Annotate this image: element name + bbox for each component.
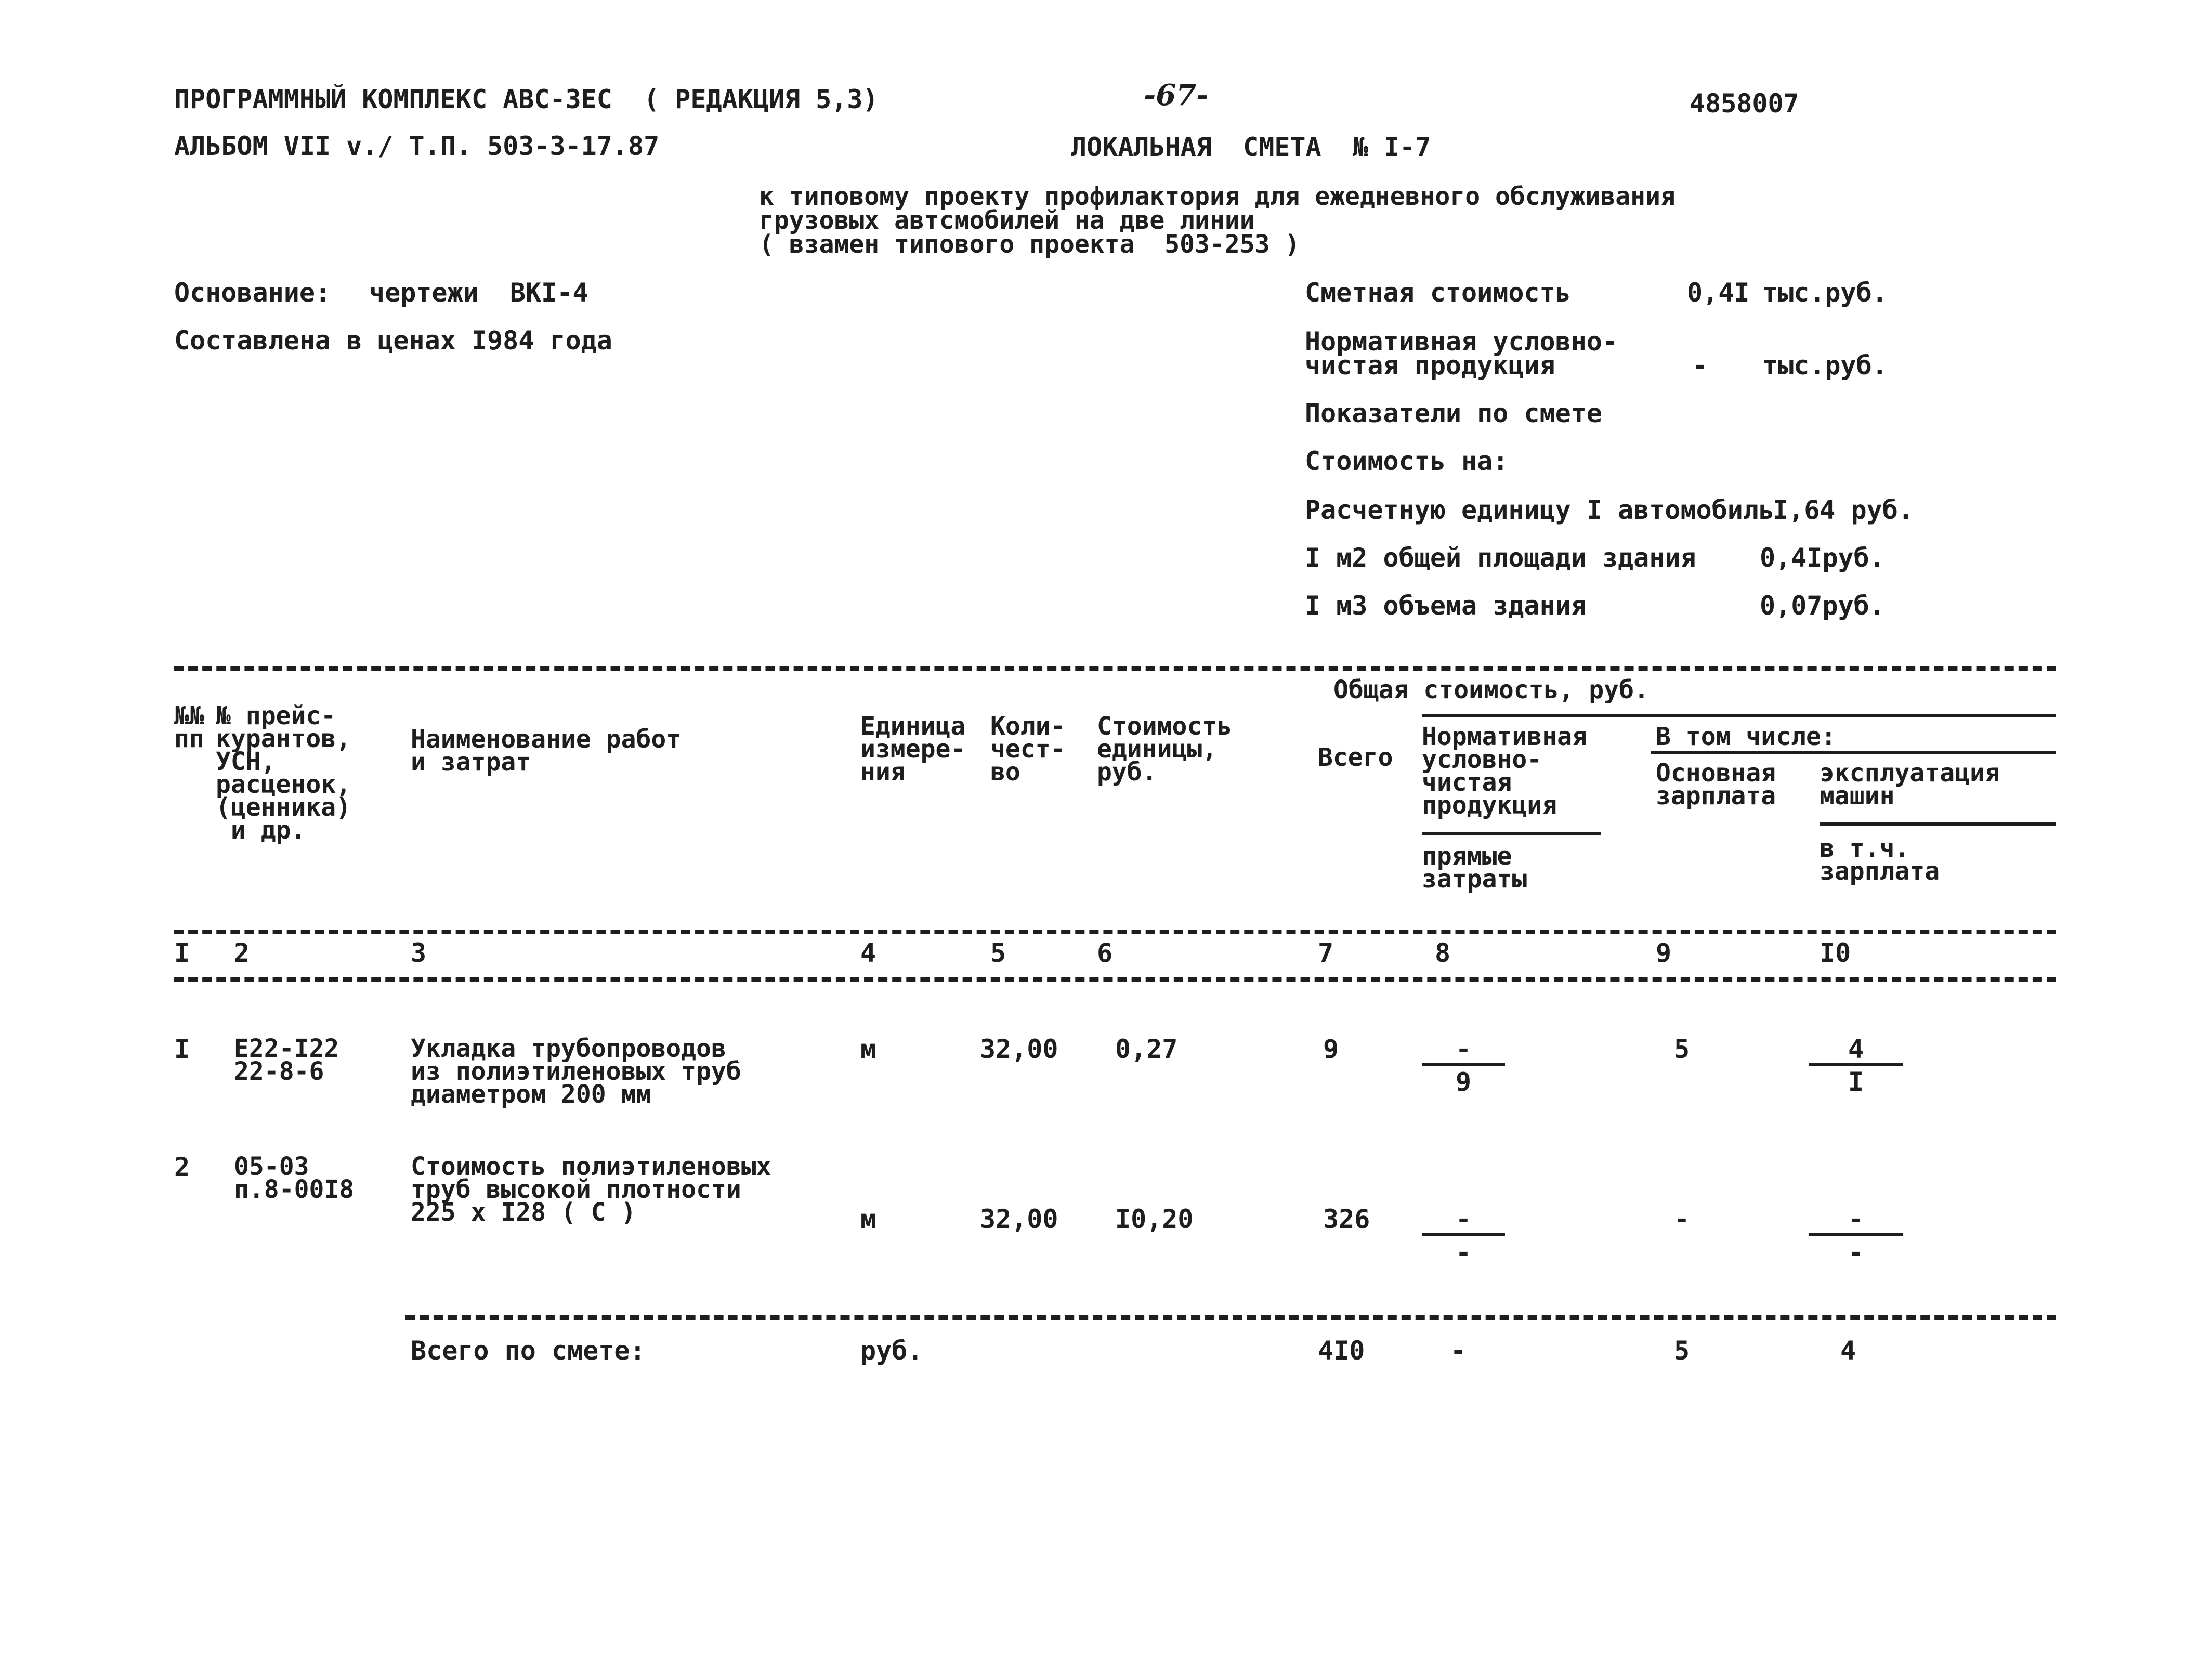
estimate-title: ЛОКАЛЬНАЯ СМЕТА № I-7 bbox=[1071, 132, 1431, 162]
row-price: I0,20 bbox=[1115, 1204, 1194, 1234]
col-norm-sub-header: прямые затраты bbox=[1422, 842, 1527, 894]
total-label: Всего по смете: bbox=[411, 1336, 646, 1366]
total-mach: 4 bbox=[1840, 1336, 1856, 1366]
row-name: Укладка трубопроводов из полиэтиленовых труб диаметром 200 мм bbox=[411, 1034, 741, 1109]
row-salary: - bbox=[1674, 1204, 1690, 1234]
col-num-header: №№ пп bbox=[174, 701, 204, 753]
total-unit: руб. bbox=[860, 1336, 923, 1366]
subtitle-line-2: грузовых автсмобилей на две линии bbox=[759, 206, 1255, 235]
col-total-header: Всего bbox=[1318, 743, 1393, 772]
col-number: 6 bbox=[1097, 938, 1113, 968]
mach-sub-rule bbox=[1820, 822, 2056, 826]
col-number: 8 bbox=[1435, 938, 1451, 968]
col-mach-sub-header: в т.ч. зарплата bbox=[1820, 834, 1940, 886]
col-number: 5 bbox=[990, 938, 1006, 968]
col-code-header: № прейс- курантов, УСН, расценок, (ценника) и др. bbox=[216, 701, 351, 845]
estimated-cost-label: Сметная стоимость bbox=[1305, 278, 1571, 308]
total-rule bbox=[405, 1315, 2056, 1320]
basis-value: чертежи ВКI-4 bbox=[369, 278, 588, 308]
row-total: 9 bbox=[1323, 1034, 1339, 1064]
col-number: 7 bbox=[1318, 938, 1334, 968]
row-price: 0,27 bbox=[1115, 1034, 1178, 1064]
row-norm-bottom: - bbox=[1455, 1237, 1472, 1267]
row-unit: м bbox=[860, 1204, 876, 1234]
col-unit-header: Единица измере- ния bbox=[860, 712, 966, 787]
document-number: 4858007 bbox=[1690, 88, 1799, 119]
row-num: I bbox=[174, 1034, 190, 1064]
col-number: 4 bbox=[860, 938, 876, 968]
col-price-header: Стоимость единицы, руб. bbox=[1097, 712, 1233, 787]
row-norm-top: - bbox=[1455, 1204, 1472, 1234]
normative-unit: тыс.руб. bbox=[1762, 350, 1888, 381]
numbers-bottom-rule bbox=[174, 977, 2056, 982]
row-norm-bottom: 9 bbox=[1455, 1067, 1472, 1097]
row-qty: 32,00 bbox=[980, 1204, 1058, 1234]
incl-rule bbox=[1651, 751, 2056, 754]
row-num: 2 bbox=[174, 1152, 190, 1182]
row-name: Стоимость полиэтиленовых труб высокой плотности 225 х I28 ( С ) bbox=[411, 1152, 771, 1227]
row-total: 326 bbox=[1323, 1204, 1370, 1234]
fraction-bar bbox=[1809, 1063, 1903, 1066]
row-mach-top: - bbox=[1848, 1204, 1864, 1234]
col-number: 2 bbox=[234, 938, 250, 968]
album-ref: АЛЬБОМ VII v./ Т.П. 503-3-17.87 bbox=[174, 131, 660, 161]
indicators-label: Показатели по смете bbox=[1305, 398, 1602, 428]
total-cost-header: Общая стоимость, руб. bbox=[1333, 675, 1649, 704]
per-unit-label: Расчетную единицу I автомобиль bbox=[1305, 495, 1775, 525]
price-base: Составлена в ценах I984 года bbox=[174, 325, 612, 356]
col-name-header: Наименование работ и затрат bbox=[411, 725, 682, 777]
per-m3-label: I м3 объема здания bbox=[1305, 591, 1587, 621]
norm-sub-rule bbox=[1422, 832, 1601, 835]
header-bottom-rule bbox=[174, 930, 2056, 934]
row-salary: 5 bbox=[1674, 1034, 1690, 1064]
col-norm-header: Нормативная условно- чистая продукция bbox=[1422, 722, 1587, 820]
per-unit-value: I,64 руб. bbox=[1773, 495, 1914, 525]
row-mach-bottom: - bbox=[1848, 1237, 1864, 1267]
page-number: -67- bbox=[1144, 78, 1209, 112]
estimated-cost-unit: тыс.руб. bbox=[1762, 278, 1888, 308]
basis-label: Основание: bbox=[174, 278, 331, 308]
normative-label-2: чистая продукция bbox=[1305, 350, 1555, 381]
program-name: ПРОГРАММНЫЙ КОМПЛЕКС АВС-3ЕС ( РЕДАКЦИЯ 5,3) bbox=[174, 84, 879, 114]
per-m2-value: 0,4Iруб. bbox=[1760, 543, 1885, 573]
col-salary-header: Основная зарплата bbox=[1656, 759, 1776, 811]
col-mach-header: эксплуатация машин bbox=[1820, 759, 2000, 811]
incl-header: В том числе: bbox=[1656, 722, 1836, 751]
col-number: 9 bbox=[1656, 938, 1672, 968]
row-qty: 32,00 bbox=[980, 1034, 1058, 1064]
total-cost-rule bbox=[1422, 714, 2056, 717]
subtitle-line-3: ( взамен типового проекта 503-253 ) bbox=[759, 230, 1300, 259]
normative-value: - bbox=[1692, 350, 1708, 381]
row-unit: м bbox=[860, 1034, 876, 1064]
normative-label-1: Нормативная условно- bbox=[1305, 326, 1618, 357]
row-mach-bottom: I bbox=[1848, 1067, 1864, 1097]
cost-for-label: Стоимость на: bbox=[1305, 446, 1509, 476]
row-norm-top: - bbox=[1455, 1034, 1472, 1064]
row-code: 05-03 п.8-00I8 bbox=[234, 1152, 355, 1204]
fraction-bar bbox=[1422, 1063, 1505, 1066]
fraction-bar bbox=[1422, 1233, 1505, 1236]
total-sum: 4I0 bbox=[1318, 1336, 1365, 1366]
total-norm: - bbox=[1450, 1336, 1467, 1366]
fraction-bar bbox=[1809, 1233, 1903, 1236]
col-number: I0 bbox=[1820, 938, 1851, 968]
row-mach-top: 4 bbox=[1848, 1034, 1864, 1064]
col-number: I bbox=[174, 938, 190, 968]
subtitle-line-1: к типовому проекту профилактория для ежедневного обслуживания bbox=[759, 182, 1676, 211]
table-top-rule bbox=[174, 666, 2056, 671]
col-qty-header: Коли- чест- во bbox=[990, 712, 1066, 787]
per-m3-value: 0,07руб. bbox=[1760, 591, 1885, 621]
per-m2-label: I м2 общей площади здания bbox=[1305, 543, 1696, 573]
col-number: 3 bbox=[411, 938, 427, 968]
estimated-cost-value: 0,4I bbox=[1687, 278, 1750, 308]
total-salary: 5 bbox=[1674, 1336, 1690, 1366]
row-code: Е22-I22 22-8-6 bbox=[234, 1034, 339, 1086]
